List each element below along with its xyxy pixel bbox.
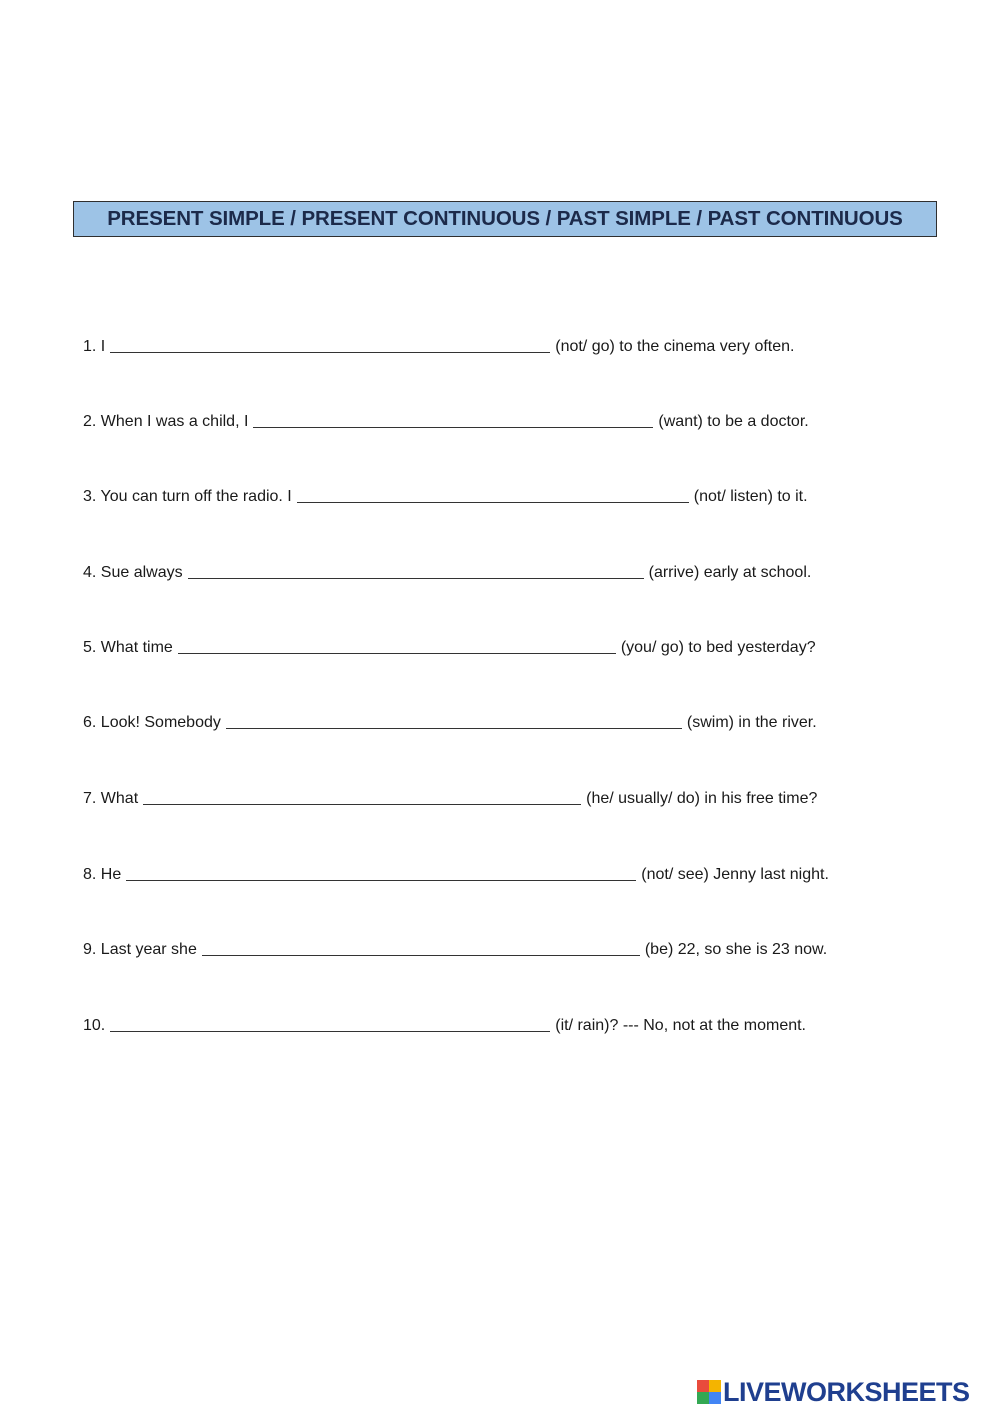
exercise-item-3 <box>83 482 808 506</box>
title-banner <box>73 201 937 237</box>
exercise-item-6 <box>83 708 817 732</box>
answer-blank-4[interactable] <box>188 562 644 579</box>
answer-blank-3[interactable] <box>297 486 689 503</box>
liveworksheets-logo[interactable] <box>697 1377 970 1407</box>
exercise-item-1 <box>83 332 794 356</box>
exercise-item-7 <box>83 784 817 808</box>
exercise-text-before: 10. <box>83 1017 106 1034</box>
exercise-item-8 <box>83 860 829 884</box>
exercise-item-5 <box>83 633 816 657</box>
exercise-text-after: (you/ go) to bed yesterday? <box>620 639 816 656</box>
exercise-item-9 <box>83 935 827 959</box>
exercise-text-after: (be) 22, so she is 23 now. <box>644 941 828 958</box>
answer-blank-6[interactable] <box>226 712 682 729</box>
exercise-text-after: (arrive) early at school. <box>648 564 812 581</box>
worksheet-title: PRESENT SIMPLE / PRESENT CONTINUOUS / PAST SIMPLE / PAST CONTINUOUS <box>107 207 903 230</box>
exercise-text-before: 5. What time <box>83 639 173 656</box>
exercise-text-after: (not/ see) Jenny last night. <box>641 866 829 883</box>
exercise-text-after: (want) to be a doctor. <box>658 413 809 430</box>
exercise-item-2 <box>83 407 809 431</box>
exercise-text-after: (swim) in the river. <box>686 714 817 731</box>
answer-blank-5[interactable] <box>178 637 616 654</box>
exercise-text-before: 7. What <box>83 790 139 807</box>
exercise-text-after: (it/ rain)? --- No, not at the moment. <box>555 1017 806 1034</box>
answer-blank-1[interactable] <box>110 336 550 353</box>
answer-blank-8[interactable] <box>126 864 636 881</box>
answer-blank-10[interactable] <box>110 1015 550 1032</box>
exercise-item-10 <box>83 1011 806 1035</box>
exercise-text-before: 4. Sue always <box>83 564 183 581</box>
exercise-text-before: 6. Look! Somebody <box>83 714 221 731</box>
exercise-item-4 <box>83 558 811 582</box>
answer-blank-2[interactable] <box>253 411 653 428</box>
liveworksheets-logo-icon <box>697 1380 721 1404</box>
logo-text: LIVEWORKSHEETS <box>723 1376 970 1407</box>
exercise-text-before: 8. He <box>83 866 122 883</box>
exercise-text-before: 9. Last year she <box>83 941 197 958</box>
exercise-text-before: 3. You can turn off the radio. I <box>83 488 292 505</box>
answer-blank-7[interactable] <box>143 788 581 805</box>
answer-blank-9[interactable] <box>202 939 640 956</box>
exercise-text-before: 1. I <box>83 338 106 355</box>
exercise-text-before: 2. When I was a child, I <box>83 413 249 430</box>
exercise-text-after: (not/ listen) to it. <box>693 488 808 505</box>
exercise-text-after: (not/ go) to the cinema very often. <box>555 338 795 355</box>
exercise-text-after: (he/ usually/ do) in his free time? <box>586 790 818 807</box>
